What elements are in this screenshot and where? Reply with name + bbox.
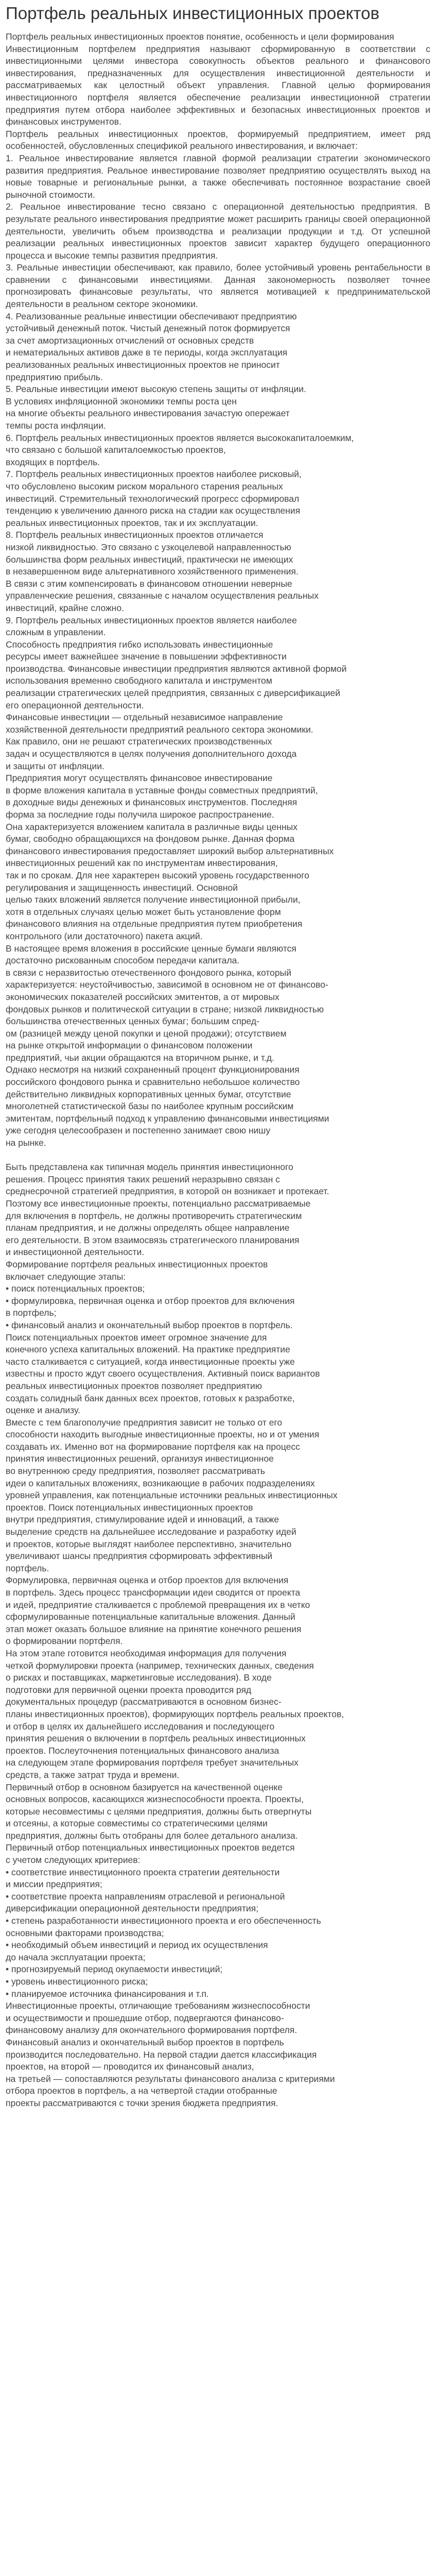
paragraph: достаточно рискованным способом передачи капитала. xyxy=(6,955,240,966)
paragraph: с учетом следующих критериев: xyxy=(6,1855,141,1866)
paragraph: во внутреннюю среду предприятия, позволяет рассматривать xyxy=(6,1466,265,1477)
paragraph: 3. Реальные инвестиции обеспечивают, как правило, более устойчивый уровень рентабельности в сравнении с финансовыми инвестициями. Данная закономерность позволяет точнее прогнозировать финансовые результаты, что является мотивацией к предпринимательской деятельности в реальном секторе экономики. xyxy=(6,262,430,310)
paragraph: в доходные виды денежных и финансовых инструментов. Последняя xyxy=(6,797,298,808)
paragraph: проектов. Послеуточнения потенциальных финансового анализа xyxy=(6,1745,280,1756)
paragraph: форма за последние годы получила широкое распространение. xyxy=(6,809,274,820)
paragraph: и миссии предприятия; xyxy=(6,1879,102,1890)
paragraph: планы инвестиционных проектов), формирующих портфель реальных проектов, xyxy=(6,1708,344,1719)
paragraph: Способность предприятия гибко использовать инвестиционные xyxy=(6,639,273,650)
paragraph: 1. Реальное инвестирование является главной формой реализации стратегии экономического развития предприятия. Реальное инвестирование позволяет предприятию осуществлять выход на новые товарные и региональные рынки, а также обеспечивать постоянное возрастание своей рыночной стоимости. xyxy=(6,152,430,200)
paragraph: в связи с неразвитостью отечественного фондового рынка, который xyxy=(6,967,291,978)
paragraph: использования временно свободного капитала и инструментом xyxy=(6,675,272,686)
paragraph: Формирование портфеля реальных инвестиционных проектов xyxy=(6,1259,268,1269)
paragraph: оценке и анализу. xyxy=(6,1405,80,1416)
paragraph: что связано с большой капиталоемкостью проектов, xyxy=(6,445,226,455)
paragraph: управленческие решения, связанные с началом осуществления реальных xyxy=(6,590,319,601)
paragraph: • уровень инвестиционного риска; xyxy=(6,1976,148,1987)
paragraph: документальных процедур (рассматриваются в основном бизнес- xyxy=(6,1697,282,1707)
paragraph: ресурсы имеет важнейшее значение в повышении эффективности xyxy=(6,651,287,662)
paragraph: идеи о капитальных вложениях, возникающие в рабочих подразделениях xyxy=(6,1478,315,1488)
paragraph: на рынке открытой информации о финансовом положении xyxy=(6,1040,253,1051)
paragraph: 4. Реализованные реальные инвестиции обеспечивают предприятию xyxy=(6,311,297,321)
paragraph: создавать их. Именно вот на формирование портфеля как на процесс xyxy=(6,1441,300,1452)
paragraph: фондовых рынков и политической ситуации в стране; низкой ликвидностью xyxy=(6,1004,324,1014)
paragraph: предприятий, чьи акции обращаются на вторичном рынке, и т.д. xyxy=(6,1052,274,1063)
article-body xyxy=(6,31,430,2110)
paragraph: В условиях инфляционной экономики темпы роста цен xyxy=(6,396,237,406)
paragraph: устойчивый денежный поток. Чистый денежный поток формируется xyxy=(6,323,290,334)
paragraph: на многие объекты реального инвестирования зачастую опережает xyxy=(6,408,290,419)
paragraph: финансовому анализу для окончательного формирования портфеля. xyxy=(6,2025,298,2036)
paragraph: известны и просто ждут своего осуществления. Активный поиск вариантов xyxy=(6,1368,320,1379)
paragraph: сложным в управлении. xyxy=(6,627,106,638)
paragraph: хотя в отдельных случаях целью может быть установление форм xyxy=(6,906,281,917)
paragraph: что обусловлено высоким риском морального старения реальных xyxy=(6,481,283,492)
page-title: Портфель реальных инвестиционных проектов xyxy=(6,4,380,23)
paragraph: Финансовый анализ и окончательный выбор проектов в портфель xyxy=(6,2037,284,2047)
paragraph: реализованных реальных инвестиционных проектов не приносит xyxy=(6,360,280,370)
paragraph: Финансовые инвестиции — отдельный независимое направление xyxy=(6,712,283,723)
paragraph xyxy=(6,1149,430,1162)
paragraph: в незавершенном виде альтернативного хозяйственного применения. xyxy=(6,566,299,577)
paragraph: Первичный отбор в основном базируется на качественной оценке xyxy=(6,1782,283,1792)
paragraph: в портфель. Здесь процесс трансформации идеи сводится от проекта xyxy=(6,1587,301,1598)
paragraph: низкой ликвидностью. Это связано с узкоцелевой направленностью xyxy=(6,541,291,552)
paragraph: • необходимый объем инвестиций и период их осуществления xyxy=(6,1940,268,1951)
paragraph: Первичный отбор потенциальных инвестиционных проектов ведется xyxy=(6,1842,295,1853)
paragraph: за счет амортизационных отчислений от основных средств xyxy=(6,335,254,346)
paragraph: о рисках и поставщиках, маркетинговые исследования). В ходе xyxy=(6,1672,272,1683)
paragraph: финансового инвестирования предоставляет широкий выбор альтернативных xyxy=(6,845,334,856)
paragraph: целью таких вложений является получение инвестиционной прибыли, xyxy=(6,894,301,905)
paragraph: 6. Портфель реальных инвестиционных проектов является высококапиталоемким, xyxy=(6,432,354,443)
paragraph: предприятия, должны быть отобраны для более детального анализа. xyxy=(6,1830,298,1841)
paragraph: о формировании портфеля. xyxy=(6,1636,123,1647)
paragraph: основными факторами производства; xyxy=(6,1927,164,1938)
paragraph: инвестиций. Стремительный технологический прогресс сформировал xyxy=(6,493,300,504)
paragraph: Поэтому все инвестиционные проекты, потенциально рассматриваемые xyxy=(6,1198,311,1209)
paragraph: Портфель реальных инвестиционных проектов понятие, особенность и цели формирования xyxy=(6,31,394,42)
paragraph: и проектов, которые выглядят наиболее перспективно, значительно xyxy=(6,1538,292,1549)
paragraph: • прогнозируемый период окупаемости инвестиций; xyxy=(6,1964,223,1975)
paragraph: до начала эксплуатации проекта; xyxy=(6,1952,146,1962)
paragraph: • финансовый анализ и окончательный выбор проектов в портфель. xyxy=(6,1319,293,1330)
paragraph: В настоящее время вложения в российские ценные бумаги являются xyxy=(6,943,297,954)
paragraph: решения. Процесс принятия таких решений неразрывно связан с xyxy=(6,1174,280,1184)
paragraph: входящих в портфель. xyxy=(6,456,100,467)
paragraph: экономических показателей российских эмитентов, а от мировых xyxy=(6,991,280,1002)
paragraph: сформулированные потенциальные капитальные вложения. Данный xyxy=(6,1612,295,1622)
paragraph: Инвестиционные проекты, отличающие требованиям жизнеспособности xyxy=(6,2001,310,2011)
paragraph: финансового влияния на отдельные предприятия путем приобретения xyxy=(6,919,303,929)
paragraph: внутри предприятия, стимулирование идей и инноваций, а также xyxy=(6,1514,279,1525)
paragraph: реальных инвестиционных проектов, так и их эксплуатации. xyxy=(6,517,258,528)
paragraph: • поиск потенциальных проектов; xyxy=(6,1283,145,1294)
paragraph: реализации стратегических целей предприятия, связанных с диверсификацией xyxy=(6,688,340,699)
paragraph: реальных инвестиционных проектов позволяет предприятию xyxy=(6,1380,262,1391)
paragraph: в форме вложения капитала в уставные фонды совместных предприятий, xyxy=(6,785,318,795)
paragraph: Формулировка, первичная оценка и отбор проектов для включения xyxy=(6,1575,289,1586)
paragraph: Она характеризуется вложением капитала в различные виды ценных xyxy=(6,821,298,832)
paragraph: уровней управления, как потенциальные источники реальных инвестиционных xyxy=(6,1490,338,1501)
paragraph: планам предприятия, и не должны определять общее направление xyxy=(6,1223,290,1233)
paragraph: включает следующие этапы: xyxy=(6,1271,126,1282)
paragraph: российского фондового рынка и сравнительно небольшое количество xyxy=(6,1077,300,1088)
paragraph: • формулировка, первичная оценка и отбор проектов для включения xyxy=(6,1295,295,1306)
paragraph: портфель. xyxy=(6,1563,49,1573)
paragraph: которые несовместимы с целями предприятия, должны быть отвергнуты xyxy=(6,1806,312,1817)
paragraph: и нематериальных активов даже в те периоды, когда эксплуатация xyxy=(6,347,288,358)
paragraph: В связи с этим компенсировать в финансовом отношении неверные xyxy=(6,578,292,589)
paragraph: хозяйственной деятельности предприятий реального сектора экономики. xyxy=(6,724,313,735)
paragraph: отбора проектов в портфель, а на четвертой стадии отобранные xyxy=(6,2086,277,2096)
paragraph: диверсификации операционной деятельности предприятия; xyxy=(6,1903,258,1914)
paragraph: основных вопросов, касающихся жизнеспособности проекта. Проекты, xyxy=(6,1794,304,1805)
paragraph: производится последовательно. На первой стадии дается классификация xyxy=(6,2049,317,2060)
paragraph: Однако несмотря на низкий сохраненный процент функционирования xyxy=(6,1064,300,1075)
paragraph: Быть представлена как типичная модель принятия инвестиционного xyxy=(6,1162,293,1173)
paragraph: средств, а также затрат труда и времени. xyxy=(6,1769,180,1780)
paragraph: тенденцию к увеличению данного риска на стадии как осуществления xyxy=(6,505,301,516)
paragraph: большинства отечественных ценных бумаг; большим спред- xyxy=(6,1016,259,1027)
paragraph: эмитентам, портфельный подход к управлению финансовыми инвестициями xyxy=(6,1113,329,1124)
paragraph: 8. Портфель реальных инвестиционных проектов отличается xyxy=(6,530,264,540)
paragraph: четкой формулировки проекта (например, технических данных, сведения xyxy=(6,1660,314,1671)
paragraph: • планируемое источника финансирования и т.п. xyxy=(6,1988,209,1999)
paragraph: и защиты от инфляции. xyxy=(6,760,104,771)
paragraph: на третьей — сопоставляются результаты финансового анализа с критериями xyxy=(6,2073,335,2084)
paragraph: и отбор в целях их дальнейшего исследования и последующего xyxy=(6,1721,275,1732)
paragraph: проектов. Поиск потенциальных инвестиционных проектов xyxy=(6,1502,253,1513)
paragraph: его деятельности. В этом взаимосвязь стратегического планирования xyxy=(6,1234,300,1245)
paragraph: и отсеяны, а которые совместимы со стратегическими целями xyxy=(6,1818,268,1829)
paragraph: так и по срокам. Для нее характерен высокий уровень государственного xyxy=(6,870,309,880)
paragraph: На этом этапе готовится необходимая информация для получения xyxy=(6,1648,287,1658)
paragraph: среднесрочной стратегией предприятия, в которой он возникает и протекает. xyxy=(6,1186,329,1197)
paragraph: проектов, на второй — проводится их финансовый анализ, xyxy=(6,2061,254,2072)
paragraph: 9. Портфель реальных инвестиционных проектов является наиболее xyxy=(6,615,297,625)
paragraph: способности находить выгодные инвестиционные проекты, но и от умения xyxy=(6,1429,320,1440)
paragraph: регулирования и защищенность инвестиций. Основной xyxy=(6,882,238,893)
paragraph: контрольного (или достаточного) пакета акций. xyxy=(6,930,203,941)
paragraph: Поиск потенциальных проектов имеет огромное значение для xyxy=(6,1332,267,1343)
paragraph: инвестиционных решений как по инструментам инвестирования, xyxy=(6,858,278,869)
paragraph: Предприятия могут осуществлять финансовое инвестирование xyxy=(6,773,273,784)
paragraph: • степень разработанности инвестиционного проекта и его обеспеченность xyxy=(6,1916,321,1926)
paragraph: 7. Портфель реальных инвестиционных проектов наиболее рисковый, xyxy=(6,469,302,480)
paragraph: выделение средств на дальнейшее исследование и разработку идей xyxy=(6,1527,297,1537)
paragraph: на рынке. xyxy=(6,1138,46,1148)
paragraph: Как правило, они не решают стратегических производственных xyxy=(6,736,272,747)
paragraph: и инвестиционной деятельности. xyxy=(6,1247,145,1258)
paragraph: подготовки для первичной оценки проекта проводится ряд xyxy=(6,1684,252,1695)
paragraph: предприятию прибыль. xyxy=(6,371,103,382)
paragraph: Инвестиционным портфелем предприятия называют сформированную в соответствии с инвестиционными целями инвестора совокупность объектов реального и финансового инвестирования, предназначенных для осуществления инвестиционной деятельности и рассматриваемых как целостный объект управления. Главной целью формирования инвестиционного портфеля является обеспечение реализации инвестиционной стратегии предприятия путем отбора наиболее эффективных и безопасных инвестиционных проектов и финансовых инструментов. xyxy=(6,43,430,127)
paragraph: этап может оказать большое влияние на принятие конечного решения xyxy=(6,1623,302,1634)
paragraph: его операционной деятельности. xyxy=(6,700,144,710)
paragraph: • соответствие проекта направлениям отраслевой и региональной xyxy=(6,1891,285,1902)
paragraph: 5. Реальные инвестиции имеют высокую степень защиты от инфляции. xyxy=(6,384,306,395)
paragraph: бумаг, свободно обращающихся на фондовом рынке. Данная форма xyxy=(6,834,295,844)
paragraph: увеличивают шансы предприятия сформировать эффективный xyxy=(6,1551,273,1562)
paragraph: большинства форм реальных инвестиций, практически не имеющих xyxy=(6,554,293,565)
paragraph: ом (разницей между ценой покупки и ценой продажи); отсутствием xyxy=(6,1028,287,1039)
paragraph: проекты рассматриваются с точки зрения бюджета предприятия. xyxy=(6,2097,278,2108)
paragraph: конечного успеха капитальных вложений. На практике предприятие xyxy=(6,1344,290,1355)
paragraph: темпы роста инфляции. xyxy=(6,420,106,431)
paragraph: задач и осуществляются в целях получения дополнительного дохода xyxy=(6,749,297,759)
paragraph: действительно ликвидных корпоративных ценных бумаг, отсутствие xyxy=(6,1089,291,1099)
paragraph: Портфель реальных инвестиционных проектов, формируемый предприятием, имеет ряд особенностей, обусловленных спецификой реального инвестирования, и включает: xyxy=(6,128,430,151)
paragraph: • соответствие инвестиционного проекта стратегии деятельности xyxy=(6,1867,280,1877)
paragraph: принятия решения о включении в портфель реальных инвестиционных xyxy=(6,1733,306,1744)
paragraph: уже сегодня целесообразен и постепенно занимает свою нишу xyxy=(6,1125,271,1136)
paragraph: 2. Реальное инвестирование тесно связано с операционной деятельностью предприятия. В результате реального инвестирования предприятие может расширить границы своей операционной деятельности, увеличить объем производства и реализации продукции и т.д. От успешной реализации реальных инвестиционных проектов зависит характер будущего операционного процесса и высокие темпы развития предприятия. xyxy=(6,201,430,261)
paragraph: Вместе с тем благополучие предприятия зависит не только от его xyxy=(6,1417,283,1428)
paragraph: инвестиций, крайне сложно. xyxy=(6,602,124,613)
paragraph: принятия инвестиционных решений, организуя инвестиционное xyxy=(6,1453,274,1464)
paragraph: для включения в портфель, не должны противоречить стратегическим xyxy=(6,1210,302,1221)
paragraph: и осуществимости и прошедшие отбор, подвергаются финансово- xyxy=(6,2012,284,2023)
paragraph: характеризуется: неустойчивостью, зависимой в основном не от финансово- xyxy=(6,979,328,990)
paragraph: и идей, предприятие сталкивается с проблемой превращения их в четко xyxy=(6,1599,310,1610)
paragraph: создать солидный банк данных всех проектов, готовых к разработке, xyxy=(6,1393,295,1403)
paragraph: часто сталкивается с ситуацией, когда инвестиционные проекты уже xyxy=(6,1356,295,1367)
paragraph: в портфель; xyxy=(6,1308,57,1318)
paragraph: на следующем этапе формирования портфеля требует значительных xyxy=(6,1757,299,1768)
paragraph: многолетней статистической базы по наиболее крупным российским xyxy=(6,1101,294,1112)
paragraph: производства. Финансовые инвестиции предприятия являются активной формой xyxy=(6,663,347,674)
